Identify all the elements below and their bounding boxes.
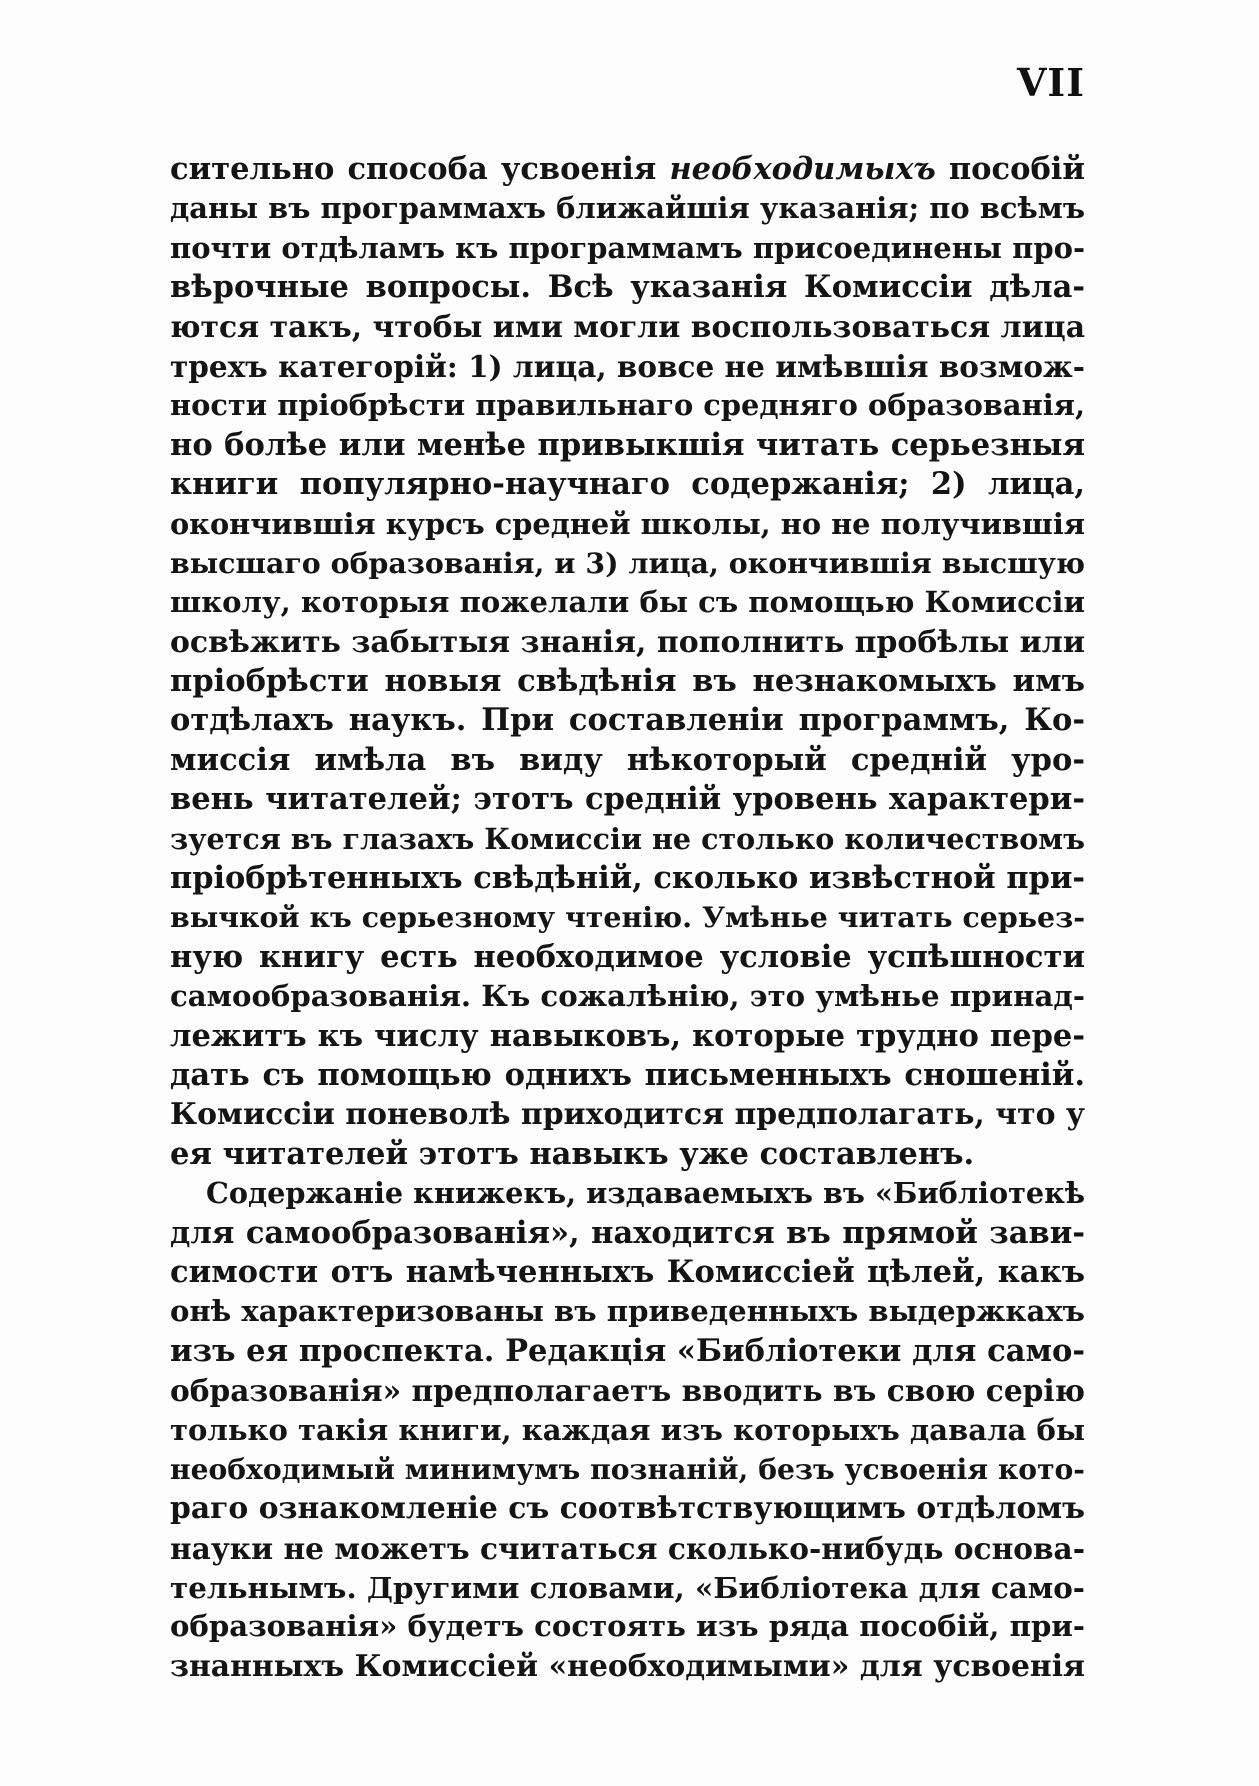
- text-line: отдѣлахъ наукъ. При составленіи программъ, Ко-: [170, 702, 1085, 739]
- text-line: онѣ характеризованы въ приведенныхъ выдержкахъ: [170, 1294, 1085, 1329]
- text-line: высшаго образованія, и 3) лица, окончившія высшую: [170, 545, 1085, 580]
- text-span: сительно способа усвоенія: [170, 151, 670, 187]
- text-line: окончившія курсъ средней школы, но не получившія: [170, 506, 1085, 541]
- text-line: дать съ помощью однихъ письменныхъ сношеній.: [170, 1056, 1085, 1093]
- emphasized-word: необходимыхъ: [669, 151, 936, 187]
- text-line: раго ознакомленіе съ соотвѣтствующимъ отдѣломъ: [170, 1491, 1085, 1527]
- text-line: только такія книги, каждая изъ которыхъ давала бы: [170, 1412, 1085, 1447]
- text-line: освѣжить забытыя знанія, пополнить пробѣлы или: [170, 624, 1085, 660]
- text-line: школу, которыя пожелали бы съ помощью Комиссіи: [170, 585, 1085, 620]
- text-line: необходимый минимумъ познаній, безъ усвоенія кото-: [170, 1452, 1085, 1486]
- paragraph-1: [170, 150, 1085, 1174]
- text-line: вычкой къ серьезному чтенію. Умѣнье читать серьез-: [170, 900, 1085, 935]
- text-line: ную книгу есть необходимое условіе успѣшности: [170, 938, 1085, 975]
- text-line: симости отъ намѣченныхъ Комиссіей цѣлей, какъ: [170, 1253, 1085, 1290]
- text-span: пособій: [935, 151, 1085, 187]
- text-line: образованія» будетъ состоять изъ ряда пособій, при-: [170, 1609, 1085, 1644]
- text-line: но болѣе или менѣе привыкшія читать серьезныя: [170, 426, 1085, 463]
- text-line: ея читателей этотъ навыкъ уже составленъ.: [170, 1135, 975, 1172]
- text-line: образованія» предполагаетъ вводить въ свою серію: [170, 1373, 1085, 1409]
- text-line: пріобрѣсти новыя свѣдѣнія въ незнакомыхъ имъ: [170, 663, 1085, 700]
- text-line: самообразованія. Къ сожалѣнію, это умѣнье принад-: [170, 979, 1085, 1014]
- text-line: науки не можетъ считаться сколько-нибудь основа-: [170, 1530, 1085, 1566]
- text-line: даны въ программахъ ближайшія указанія; по всѣмъ: [170, 191, 1085, 226]
- text-line: лежитъ къ числу навыковъ, которые трудно пере-: [170, 1017, 1085, 1054]
- paragraph-2: [170, 1174, 1085, 1686]
- text-line: зуется въ глазахъ Комиссіи не столько количествомъ: [170, 821, 1085, 856]
- text-line: вень читателей; этотъ средній уровень характери-: [170, 781, 1085, 818]
- text-line: ются такъ, чтобы ими могли воспользоваться лица: [170, 309, 1085, 345]
- text-line: ности пріобрѣсти правильнаго средняго образованія,: [170, 388, 1085, 423]
- body-text: [170, 150, 1085, 1686]
- text-line: Комиссіи поневолѣ приходится предполагать, что у: [170, 1097, 1085, 1133]
- text-line: пріобрѣтенныхъ свѣдѣній, сколько извѣстной при-: [170, 860, 1085, 897]
- text-line: [170, 150, 1085, 189]
- text-line: для самообразованія», находится въ прямой зави-: [170, 1214, 1085, 1251]
- text-line: вѣрочные вопросы. Всѣ указанія Комиссіи дѣла-: [170, 269, 1085, 306]
- text-line: трехъ категорій: 1) лица, вовсе не имѣвшія возмож-: [170, 348, 1085, 384]
- text-line: Содержаніе книжекъ, издаваемыхъ въ «Библіотекѣ: [206, 1176, 1085, 1211]
- text-line: изъ ея проспекта. Редакція «Библіотеки для само-: [170, 1332, 1085, 1369]
- text-line: почти отдѣламъ къ программамъ присоединены про-: [170, 230, 1085, 265]
- text-line: знанныхъ Комиссіей «необходимыми» для усвоенія: [170, 1648, 1085, 1684]
- page-number: VII: [1016, 60, 1085, 105]
- text-line: книги популярно-научнаго содержанія; 2) лица,: [170, 466, 1085, 503]
- text-line: миссія имѣла въ виду нѣкоторый средній уро-: [170, 741, 1085, 778]
- text-line: тельнымъ. Другими словами, «Библіотека для само-: [170, 1570, 1085, 1606]
